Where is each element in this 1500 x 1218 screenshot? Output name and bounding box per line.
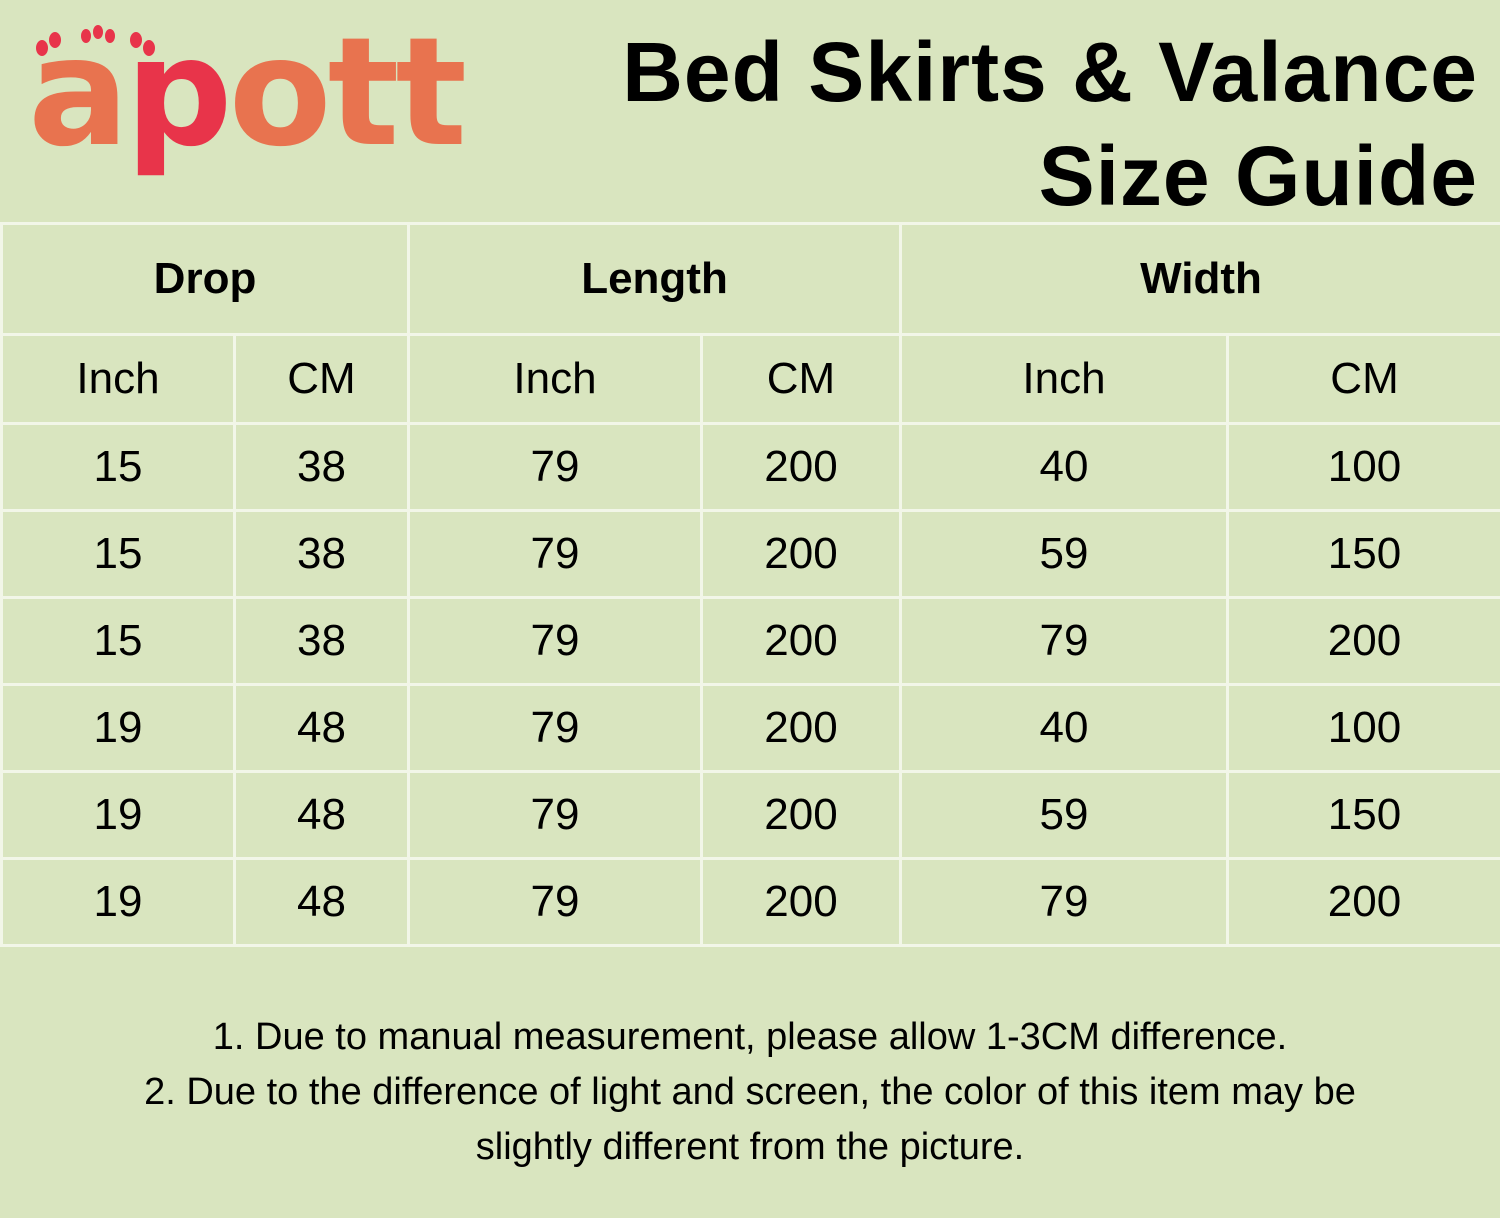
table-cell: 200: [702, 424, 901, 511]
page-title: [622, 20, 1478, 228]
logo-letter: a: [28, 6, 126, 180]
table-row: [2, 859, 1500, 946]
header-width: Width: [901, 224, 1500, 335]
table-cell: 48: [235, 859, 409, 946]
logo-letter: t: [327, 6, 396, 180]
table-cell: 79: [409, 772, 702, 859]
table-cell: 200: [702, 859, 901, 946]
table-cell: 15: [2, 598, 235, 685]
unit-header: Inch: [901, 335, 1228, 424]
header-length: Length: [409, 224, 901, 335]
unit-header-row: [2, 335, 1500, 424]
logo-letter: p: [125, 6, 229, 180]
table-cell: 48: [235, 772, 409, 859]
table-cell: 15: [2, 424, 235, 511]
table-cell: 200: [702, 685, 901, 772]
logo-letter: t: [395, 6, 464, 180]
table-row: [2, 772, 1500, 859]
table-cell: 200: [702, 772, 901, 859]
table-cell: 40: [901, 424, 1228, 511]
unit-header: CM: [1228, 335, 1500, 424]
table-cell: 19: [2, 772, 235, 859]
table-cell: 100: [1228, 685, 1500, 772]
table-cell: 79: [409, 424, 702, 511]
size-table: [0, 222, 1500, 947]
table-cell: 38: [235, 424, 409, 511]
table-row: [2, 511, 1500, 598]
table-cell: 200: [1228, 598, 1500, 685]
note-line-2: 2. Due to the difference of light and screen, the color of this item may be: [144, 1071, 1356, 1113]
table-cell: 79: [409, 685, 702, 772]
table-cell: 79: [901, 859, 1228, 946]
table-cell: 48: [235, 685, 409, 772]
table-cell: 59: [901, 511, 1228, 598]
title-line-1: Bed Skirts & Valance: [622, 25, 1478, 119]
table-cell: 15: [2, 511, 235, 598]
title-line-2: Size Guide: [1038, 129, 1478, 223]
table-cell: 79: [901, 598, 1228, 685]
group-header-row: [2, 224, 1500, 335]
table-cell: 38: [235, 511, 409, 598]
table-cell: 200: [702, 598, 901, 685]
table-cell: 150: [1228, 511, 1500, 598]
table-cell: 19: [2, 859, 235, 946]
table-cell: 38: [235, 598, 409, 685]
unit-header: Inch: [2, 335, 235, 424]
header-drop: Drop: [2, 224, 409, 335]
table-row: [2, 598, 1500, 685]
table-cell: 40: [901, 685, 1228, 772]
table-cell: 79: [409, 511, 702, 598]
table-cell: 79: [409, 598, 702, 685]
note-line-3: slightly different from the picture.: [475, 1126, 1025, 1168]
notes: [0, 1010, 1500, 1175]
unit-header: CM: [702, 335, 901, 424]
logo-letter: o: [228, 6, 328, 180]
brand-logo: [28, 6, 464, 180]
unit-header: Inch: [409, 335, 702, 424]
table-cell: 79: [409, 859, 702, 946]
table-cell: 59: [901, 772, 1228, 859]
unit-header: CM: [235, 335, 409, 424]
table-row: [2, 685, 1500, 772]
table-cell: 150: [1228, 772, 1500, 859]
table-cell: 200: [702, 511, 901, 598]
header: [0, 0, 1500, 223]
table-cell: 19: [2, 685, 235, 772]
table-row: [2, 424, 1500, 511]
table-cell: 200: [1228, 859, 1500, 946]
note-line-1: 1. Due to manual measurement, please allow 1-3CM difference.: [212, 1016, 1288, 1058]
table-cell: 100: [1228, 424, 1500, 511]
